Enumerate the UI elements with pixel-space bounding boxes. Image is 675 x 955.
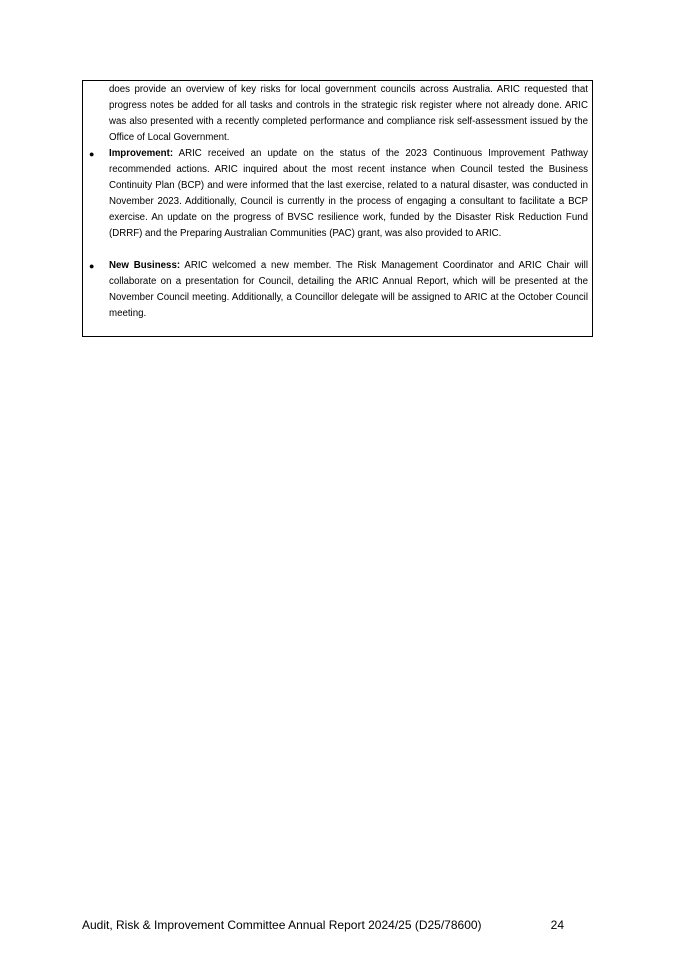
list-item-new-business [89, 258, 588, 322]
page-number: 24 [550, 918, 564, 932]
item-title: New Business: [109, 260, 181, 271]
report-content-box [82, 80, 593, 337]
footer-title: Audit, Risk & Improvement Committee Annual Report 2024/25 (D25/78600) [82, 918, 482, 932]
item-title: Improvement: [109, 148, 174, 159]
list-item-improvement [89, 146, 588, 242]
item-text: ARIC welcomed a new member. The Risk Management Coordinator and ARIC Chair will collaborate on a presentation for Council, detailing the ARIC Annual Report, which will be presented at the November Council meeting. Additionally, a Councillor delegate will be assigned to ARIC at the October Council meeting. [109, 260, 588, 319]
bullet-icon: ● [89, 261, 95, 271]
item-text: ARIC received an update on the status of the 2023 Continuous Improvement Pathway recommended actions. ARIC inquired about the most recent instance when Council tested the Business Continuity Plan (BCP) and were informed that the last exercise, related to a natural disaster, was conducted in November 2023. Additionally, Council is currently in the process of engaging a consultant to facilitate a BCP exercise. An update on the progress of BVSC resilience work, funded by the Disaster Risk Reduction Fund (DRRF) and the Preparing Australian Communities (PAC) grant, was also provided to ARIC. [109, 148, 588, 239]
continued-paragraph: does provide an overview of key risks for local government councils across Australia. ARIC requested that progress notes be added for all tasks and controls in the strategic risk register where not already done. ARIC was also presented with a recently completed performance and compliance risk self-assessment issued by the Office of Local Government. [109, 84, 588, 143]
bullet-icon: ● [89, 149, 95, 159]
